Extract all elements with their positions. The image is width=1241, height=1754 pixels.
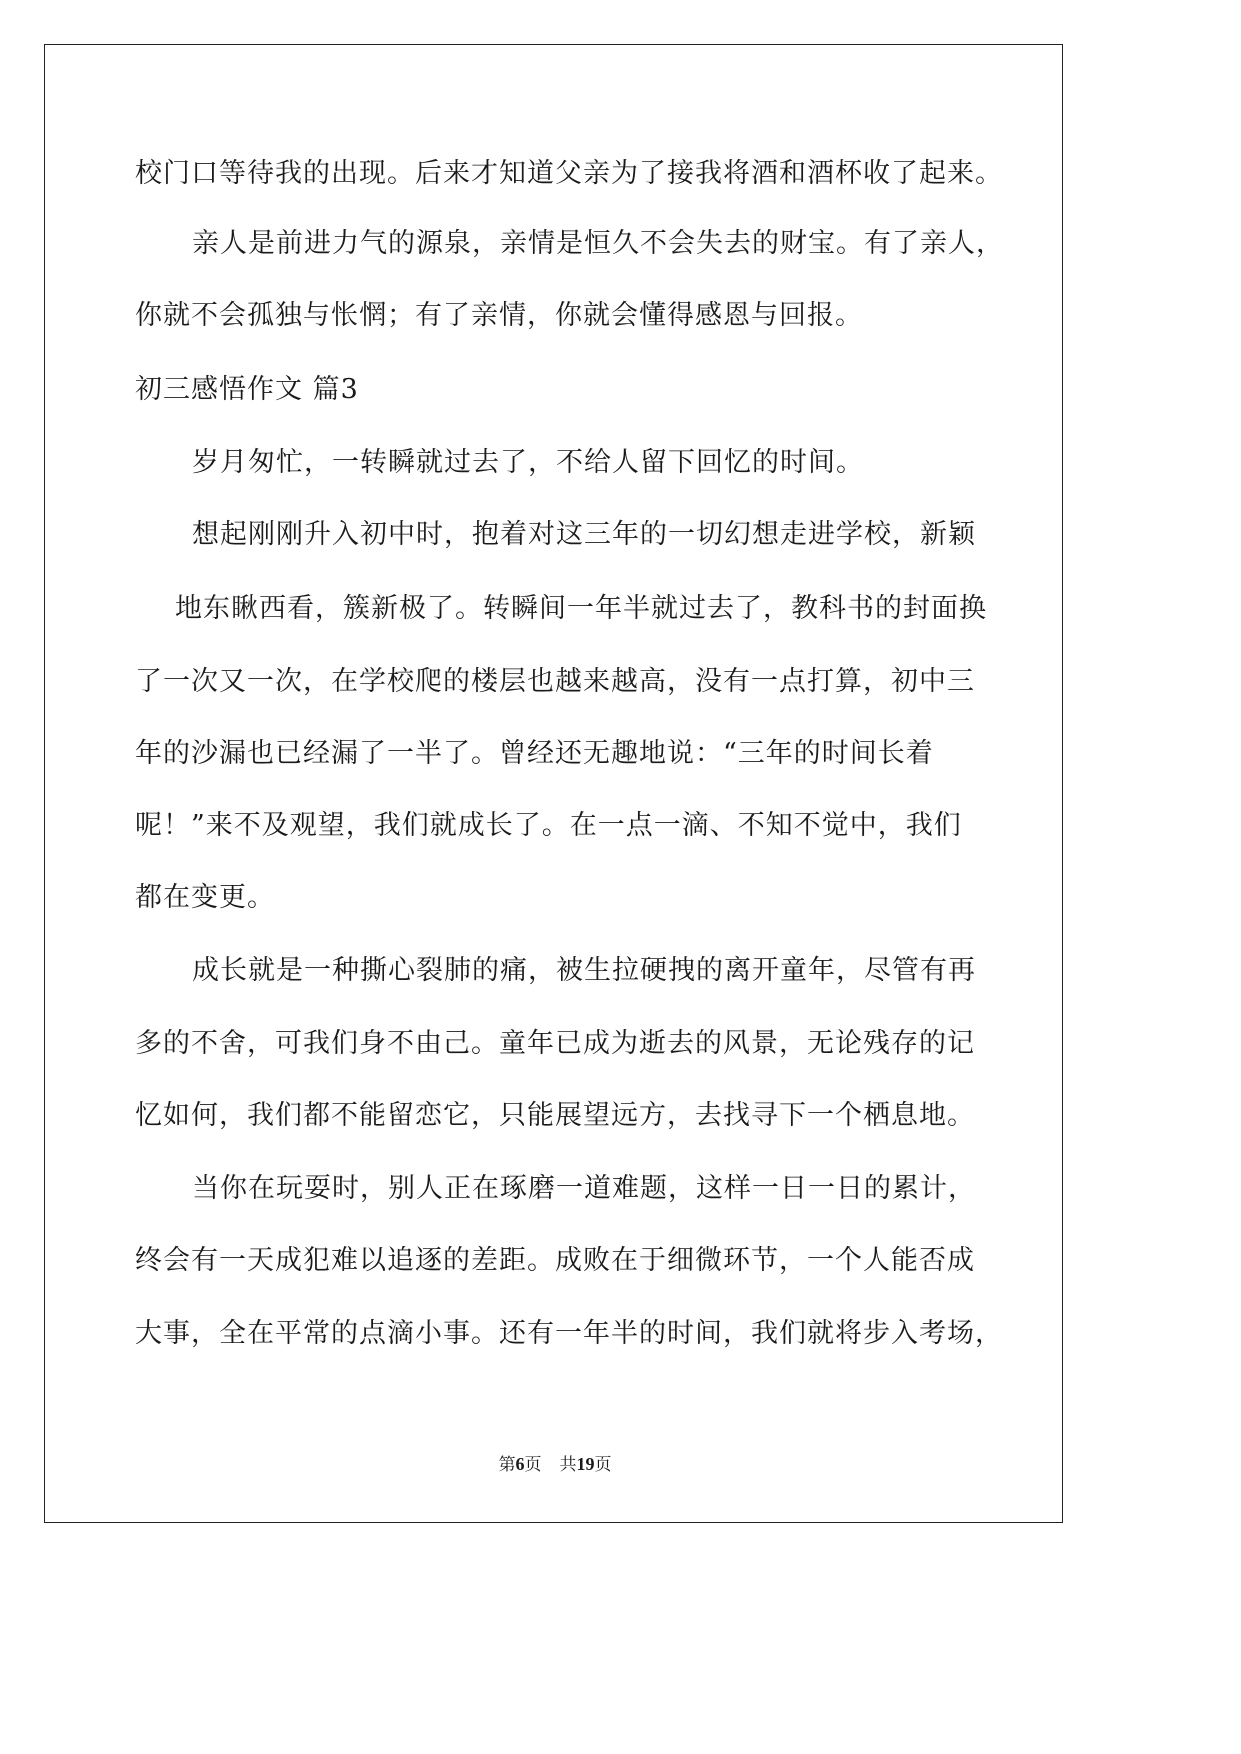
total-pages: 19 [576,1454,595,1474]
page-footer [0,1452,1110,1477]
paragraph-line: 年的沙漏也已经漏了一半了。曾经还无趣地说：“三年的时间长着 [135,738,934,769]
paragraph-line: 想起刚刚升入初中时，抱着对这三年的一切幻想走进学校，新颖 [192,519,976,550]
paragraph-line: 你就不会孤独与怅惘；有了亲情，你就会懂得感恩与回报。 [135,300,863,331]
paragraph-line: 成长就是一种撕心裂肺的痛，被生拉硬拽的离开童年，尽管有再 [192,955,976,986]
page-unit: 页 [524,1455,542,1475]
paragraph-line: 大事，全在平常的点滴小事。还有一年半的时间，我们就将步入考场， [135,1318,1003,1349]
page-number: 6 [515,1454,525,1474]
paragraph-line: 岁月匆忙，一转瞬就过去了，不给人留下回忆的时间。 [192,447,864,478]
paragraph-line: 终会有一天成犯难以追逐的差距。成败在于细微环节，一个人能否成 [135,1245,975,1276]
paragraph-line: 多的不舍，可我们身不由己。童年已成为逝去的风景，无论残存的记 [135,1028,975,1059]
page-border [44,44,1063,1523]
paragraph-line: 亲人是前进力气的源泉，亲情是恒久不会失去的财宝。有了亲人， [192,228,1004,259]
total-unit: 页 [594,1455,612,1475]
page-prefix: 第 [498,1455,516,1475]
paragraph-line: 呢！”来不及观望，我们就成长了。在一点一滴、不知不觉中，我们 [135,810,962,841]
paragraph-line: 了一次又一次，在学校爬的楼层也越来越高，没有一点打算，初中三 [135,666,975,697]
paragraph-line: 校门口等待我的出现。后来才知道父亲为了接我将酒和酒杯收了起来。 [135,158,1003,189]
total-prefix: 共 [559,1455,577,1475]
paragraph-line: 都在变更。 [135,882,275,913]
paragraph-line: 当你在玩耍时，别人正在琢磨一道难题，这样一日一日的累计， [192,1173,976,1204]
paragraph-line: 地东瞅西看，簇新极了。转瞬间一年半就过去了，教科书的封面换 [175,593,987,624]
paragraph-line: 忆如何，我们都不能留恋它，只能展望远方，去找寻下一个栖息地。 [135,1100,975,1131]
section-heading: 初三感悟作文 篇3 [135,374,359,405]
